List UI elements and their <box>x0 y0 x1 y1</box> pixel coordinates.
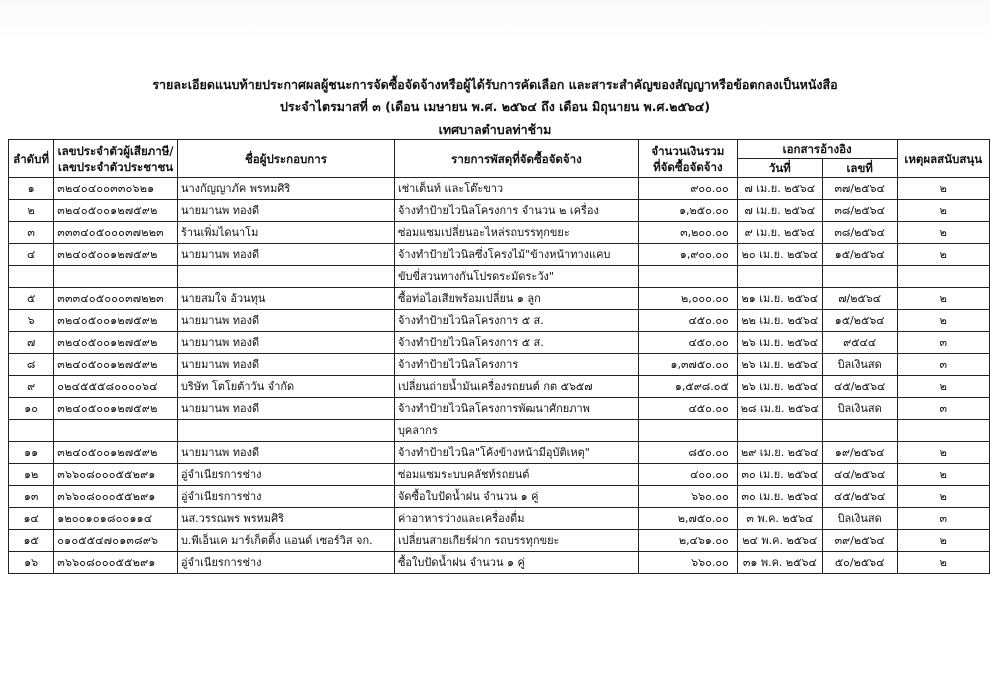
cell-taxid: ๓๒๔๐๕๐๐๑๒๗๕๙๒ <box>54 442 178 464</box>
cell-amount: ๑,๓๗๕๐.๐๐ <box>638 354 737 376</box>
cell-date: ๗ เม.ย. ๒๕๖๔ <box>737 200 822 222</box>
cell-reason: ๒ <box>897 464 990 486</box>
cell-date: ๓ พ.ค. ๒๕๖๔ <box>737 508 822 530</box>
cell-item: จ้างทำป้ายไวนิลโครงการ ๕ ส. <box>394 310 638 332</box>
cell-amount: ๔๐๐.๐๐ <box>638 464 737 486</box>
cell-amount <box>638 266 737 288</box>
cell-no: ๑๐ <box>9 398 54 420</box>
header-ref-date: วันที่ <box>737 159 822 178</box>
cell-amount: ๔๕๐.๐๐ <box>638 398 737 420</box>
cell-item: จ้างทำป้ายไวนิลโครงการ ๕ ส. <box>394 332 638 354</box>
cell-item: จัดซื้อใบปัดน้ำฝน จำนวน ๑ คู่ <box>394 486 638 508</box>
cell-ref-no: ๙๕๔๔ <box>822 332 897 354</box>
cell-vendor: นายมานพ ทองดี <box>177 354 394 376</box>
cell-item: จ้างทำป้ายไวนิลซึ่งโครงไม้"ข้างหน้าทางแคบ <box>394 244 638 266</box>
cell-taxid <box>54 420 178 442</box>
cell-date: ๓๐ เม.ย. ๒๕๖๔ <box>737 464 822 486</box>
cell-taxid: ๓๒๔๐๕๐๐๑๒๗๕๙๒ <box>54 200 178 222</box>
table-body <box>9 178 990 574</box>
table-row <box>9 464 990 486</box>
table-header-row-1 <box>9 140 990 159</box>
header-ref: เอกสารอ้างอิง <box>737 140 897 159</box>
cell-taxid: ๓๒๔๐๕๐๐๑๒๗๕๙๒ <box>54 332 178 354</box>
cell-vendor: นายมานพ ทองดี <box>177 200 394 222</box>
cell-taxid: ๐๑๐๕๕๔๗๐๑๓๘๙๖ <box>54 530 178 552</box>
cell-no: ๑๑ <box>9 442 54 464</box>
cell-amount: ๔๕๐.๐๐ <box>638 310 737 332</box>
cell-vendor: บ.พีเอ็นเค มาร์เก็ตติ้ง แอนด์ เซอร์วิส จก. <box>177 530 394 552</box>
cell-no <box>9 420 54 442</box>
header-ref-no: เลขที่ <box>822 159 897 178</box>
cell-reason: ๒ <box>897 376 990 398</box>
cell-taxid: ๓๒๔๐๕๐๐๑๒๗๕๙๒ <box>54 310 178 332</box>
table-row <box>9 420 990 442</box>
table-row <box>9 486 990 508</box>
cell-vendor: นางกัญญาภัค พรหมศิริ <box>177 178 394 200</box>
cell-ref-no: ๑๙/๒๕๖๔ <box>822 442 897 464</box>
cell-reason: ๒ <box>897 244 990 266</box>
cell-amount: ๑,๒๕๐.๐๐ <box>638 200 737 222</box>
cell-amount: ๒,๐๐๐.๐๐ <box>638 288 737 310</box>
cell-vendor: นายมานพ ทองดี <box>177 398 394 420</box>
cell-date: ๓๑ พ.ค. ๒๕๖๔ <box>737 552 822 574</box>
cell-vendor: นายสมใจ อ้วนทุน <box>177 288 394 310</box>
scan-shade <box>0 0 990 40</box>
cell-ref-no: บิลเงินสด <box>822 354 897 376</box>
cell-reason: ๓ <box>897 332 990 354</box>
cell-date <box>737 266 822 288</box>
cell-amount: ๖๖๐.๐๐ <box>638 486 737 508</box>
table-row <box>9 244 990 266</box>
table-row <box>9 354 990 376</box>
cell-date: ๒๙ เม.ย. ๒๕๖๔ <box>737 442 822 464</box>
header-taxid-line1: เลขประจำตัวผู้เสียภาษี/ <box>57 143 174 158</box>
cell-vendor: อู่จำเนียรการช่าง <box>177 486 394 508</box>
cell-reason: ๒ <box>897 442 990 464</box>
cell-ref-no: ๗/๒๕๖๔ <box>822 288 897 310</box>
cell-ref-no: ๓๗/๒๕๖๔ <box>822 178 897 200</box>
cell-item: ซื้อใบปัดน้ำฝน จำนวน ๑ คู่ <box>394 552 638 574</box>
cell-item: จ้างทำป้ายไวนิลโครงการพัฒนาศักยภาพ <box>394 398 638 420</box>
cell-no: ๑๕ <box>9 530 54 552</box>
cell-no: ๑๖ <box>9 552 54 574</box>
cell-reason: ๒ <box>897 552 990 574</box>
cell-date: ๗ เม.ย. ๒๕๖๔ <box>737 178 822 200</box>
cell-taxid: ๓๒๔๐๕๐๐๑๒๗๕๙๒ <box>54 354 178 376</box>
cell-reason: ๓ <box>897 508 990 530</box>
document-title: รายละเอียดแนบท้ายประกาศผลผู้ชนะการจัดซื้อจัดจ้างหรือผู้ได้รับการคัดเลือก และสาระสำคัญของสัญญาหรือข้อตกลงเป็นหนังสือ <box>152 77 838 92</box>
cell-no: ๕ <box>9 288 54 310</box>
cell-no: ๑๔ <box>9 508 54 530</box>
cell-amount: ๔๕๐.๐๐ <box>638 332 737 354</box>
cell-ref-no: ๔๕/๒๕๖๔ <box>822 376 897 398</box>
cell-vendor <box>177 420 394 442</box>
table-row <box>9 376 990 398</box>
cell-item: ซ่อมแซมระบบคลัชท์รถยนต์ <box>394 464 638 486</box>
cell-taxid: ๑๒๐๐๑๐๑๘๐๐๑๑๔ <box>54 508 178 530</box>
cell-ref-no: ๕๐/๒๕๖๔ <box>822 552 897 574</box>
cell-ref-no: ๔๔/๒๕๖๔ <box>822 464 897 486</box>
header-taxid-line2: เลขประจำตัวประชาชน <box>57 159 174 174</box>
cell-vendor: บริษัท โตโยต้าวัน จำกัด <box>177 376 394 398</box>
cell-date: ๒๒ เม.ย. ๒๕๖๔ <box>737 310 822 332</box>
cell-item: ซ่อมแซมเปลี่ยนอะไหล่รถบรรทุกขยะ <box>394 222 638 244</box>
cell-ref-no: ๓๘/๒๕๖๔ <box>822 200 897 222</box>
cell-reason: ๒ <box>897 222 990 244</box>
cell-reason: ๒ <box>897 200 990 222</box>
cell-no: ๓ <box>9 222 54 244</box>
cell-date: ๒๔ พ.ค. ๒๕๖๔ <box>737 530 822 552</box>
cell-amount: ๘๕๐.๐๐ <box>638 442 737 464</box>
cell-taxid: ๓๖๖๐๘๐๐๐๕๕๒๙๑ <box>54 464 178 486</box>
cell-vendor: อู่จำเนียรการช่าง <box>177 464 394 486</box>
table-row <box>9 222 990 244</box>
header-no: ลำดับที่ <box>9 140 54 178</box>
cell-ref-no <box>822 266 897 288</box>
cell-no: ๑ <box>9 178 54 200</box>
cell-amount: ๓,๒๐๐.๐๐ <box>638 222 737 244</box>
header-amount <box>638 140 737 178</box>
cell-amount: ๑,๕๙๘.๐๕ <box>638 376 737 398</box>
cell-ref-no: ๓๘/๒๕๖๔ <box>822 222 897 244</box>
cell-amount: ๑,๙๐๐.๐๐ <box>638 244 737 266</box>
cell-vendor <box>177 266 394 288</box>
cell-reason: ๒ <box>897 288 990 310</box>
cell-amount: ๖๖๐.๐๐ <box>638 552 737 574</box>
cell-date <box>737 420 822 442</box>
cell-reason: ๓ <box>897 398 990 420</box>
cell-date: ๒๐ เม.ย. ๒๕๖๔ <box>737 244 822 266</box>
header-reason: เหตุผลสนับสนุน <box>897 140 990 178</box>
cell-ref-no: บิลเงินสด <box>822 398 897 420</box>
cell-reason: ๒ <box>897 486 990 508</box>
cell-date: ๒๖ เม.ย. ๒๕๖๔ <box>737 332 822 354</box>
cell-amount: ๒,๔๖๑.๐๐ <box>638 530 737 552</box>
cell-vendor: ร้านเพิ่มไดนาโม <box>177 222 394 244</box>
procurement-table <box>8 139 990 574</box>
cell-item: จ้างทำป้ายไวนิลโครงการ <box>394 354 638 376</box>
cell-reason: ๒ <box>897 178 990 200</box>
cell-vendor: นายมานพ ทองดี <box>177 442 394 464</box>
cell-item: เปลี่ยนสายเกียร์ฝาก รถบรรทุกขยะ <box>394 530 638 552</box>
cell-date: ๙ เม.ย. ๒๕๖๔ <box>737 222 822 244</box>
cell-reason <box>897 420 990 442</box>
cell-item: จ้างทำป้ายไวนิลโครงการ จำนวน ๒ เครื่อง <box>394 200 638 222</box>
cell-amount: ๙๐๐.๐๐ <box>638 178 737 200</box>
cell-ref-no <box>822 420 897 442</box>
cell-ref-no: ๓๙/๒๕๖๔ <box>822 530 897 552</box>
cell-no: ๑๓ <box>9 486 54 508</box>
cell-item: ค่าอาหารว่างและเครื่องดื่ม <box>394 508 638 530</box>
cell-reason: ๒ <box>897 530 990 552</box>
cell-item: บุคลากร <box>394 420 638 442</box>
header-amount-line2: ที่จัดซื้อจัดจ้าง <box>653 159 723 174</box>
cell-amount <box>638 420 737 442</box>
cell-no: ๖ <box>9 310 54 332</box>
cell-vendor: นายมานพ ทองดี <box>177 244 394 266</box>
cell-vendor: อู่จำเนียรการช่าง <box>177 552 394 574</box>
cell-taxid: ๓๒๔๐๕๐๐๑๒๗๕๙๒ <box>54 244 178 266</box>
cell-ref-no: ๔๕/๒๕๖๔ <box>822 486 897 508</box>
cell-vendor: นส.วรรณพร พรหมศิริ <box>177 508 394 530</box>
header-item: รายการพัสดุที่จัดซื้อจัดจ้าง <box>394 140 638 178</box>
cell-no: ๙ <box>9 376 54 398</box>
cell-date: ๒๘ เม.ย. ๒๕๖๔ <box>737 398 822 420</box>
cell-taxid: ๐๒๔๕๕๕๘๐๐๐๐๖๔ <box>54 376 178 398</box>
table-row <box>9 200 990 222</box>
cell-item: จ้างทำป้ายไวนิล"โค้งข้างหน้ามีอุบัติเหตุ" <box>394 442 638 464</box>
cell-date: ๓๐ เม.ย. ๒๕๖๔ <box>737 486 822 508</box>
cell-taxid: ๓๒๔๐๕๐๐๑๒๗๕๙๒ <box>54 398 178 420</box>
header-vendor: ชื่อผู้ประกอบการ <box>177 140 394 178</box>
cell-reason: ๒ <box>897 310 990 332</box>
header-amount-line1: จำนวนเงินรวม <box>651 143 725 158</box>
document-subtitle: ประจำไตรมาสที่ ๓ (เดือน เมษายน พ.ศ. ๒๕๖๔ ถึง เดือน มิถุนายน พ.ศ.๒๕๖๔) <box>279 99 711 114</box>
cell-taxid: ๓๓๓๔๐๕๐๐๐๓๗๒๒๓ <box>54 288 178 310</box>
cell-date: ๒๖ เม.ย. ๒๕๖๔ <box>737 376 822 398</box>
header-taxid <box>54 140 178 178</box>
cell-no: ๒ <box>9 200 54 222</box>
table-row <box>9 310 990 332</box>
cell-amount: ๒,๗๕๐.๐๐ <box>638 508 737 530</box>
cell-taxid: ๓๒๔๐๔๐๐๓๓๐๖๒๑ <box>54 178 178 200</box>
cell-taxid: ๓๓๓๔๐๕๐๐๐๓๗๒๒๓ <box>54 222 178 244</box>
cell-reason: ๓ <box>897 354 990 376</box>
cell-taxid: ๓๖๖๐๘๐๐๐๕๕๒๙๑ <box>54 486 178 508</box>
cell-item: ซื้อท่อไอเสียพร้อมเปลี่ยน ๑ ลูก <box>394 288 638 310</box>
cell-no <box>9 266 54 288</box>
cell-date: ๒๖ เม.ย. ๒๕๖๔ <box>737 354 822 376</box>
table-row <box>9 398 990 420</box>
cell-item: เปลี่ยนถ่ายน้ำมันเครื่องรถยนต์ กต ๕๖๕๗ <box>394 376 638 398</box>
cell-taxid: ๓๖๖๐๘๐๐๐๕๕๒๙๑ <box>54 552 178 574</box>
cell-vendor: นายมานพ ทองดี <box>177 332 394 354</box>
cell-no: ๘ <box>9 354 54 376</box>
table-row <box>9 288 990 310</box>
table-row <box>9 530 990 552</box>
cell-ref-no: บิลเงินสด <box>822 508 897 530</box>
cell-no: ๗ <box>9 332 54 354</box>
table-row <box>9 332 990 354</box>
cell-no: ๑๒ <box>9 464 54 486</box>
cell-ref-no: ๑๕/๒๕๖๔ <box>822 244 897 266</box>
table-row <box>9 442 990 464</box>
cell-taxid <box>54 266 178 288</box>
table-row <box>9 508 990 530</box>
table-row <box>9 266 990 288</box>
cell-item: เช่าเต็นท์ และโต๊ะขาว <box>394 178 638 200</box>
table-row <box>9 552 990 574</box>
table-row <box>9 178 990 200</box>
cell-ref-no: ๑๕/๒๕๖๔ <box>822 310 897 332</box>
organization-name: เทศบาลตำบลท่าช้าม <box>438 122 552 137</box>
cell-vendor: นายมานพ ทองดี <box>177 310 394 332</box>
cell-item: ขับขี่สวนทางกันโปรดระมัดระวัง" <box>394 266 638 288</box>
cell-reason <box>897 266 990 288</box>
cell-date: ๒๑ เม.ย. ๒๕๖๔ <box>737 288 822 310</box>
cell-no: ๔ <box>9 244 54 266</box>
